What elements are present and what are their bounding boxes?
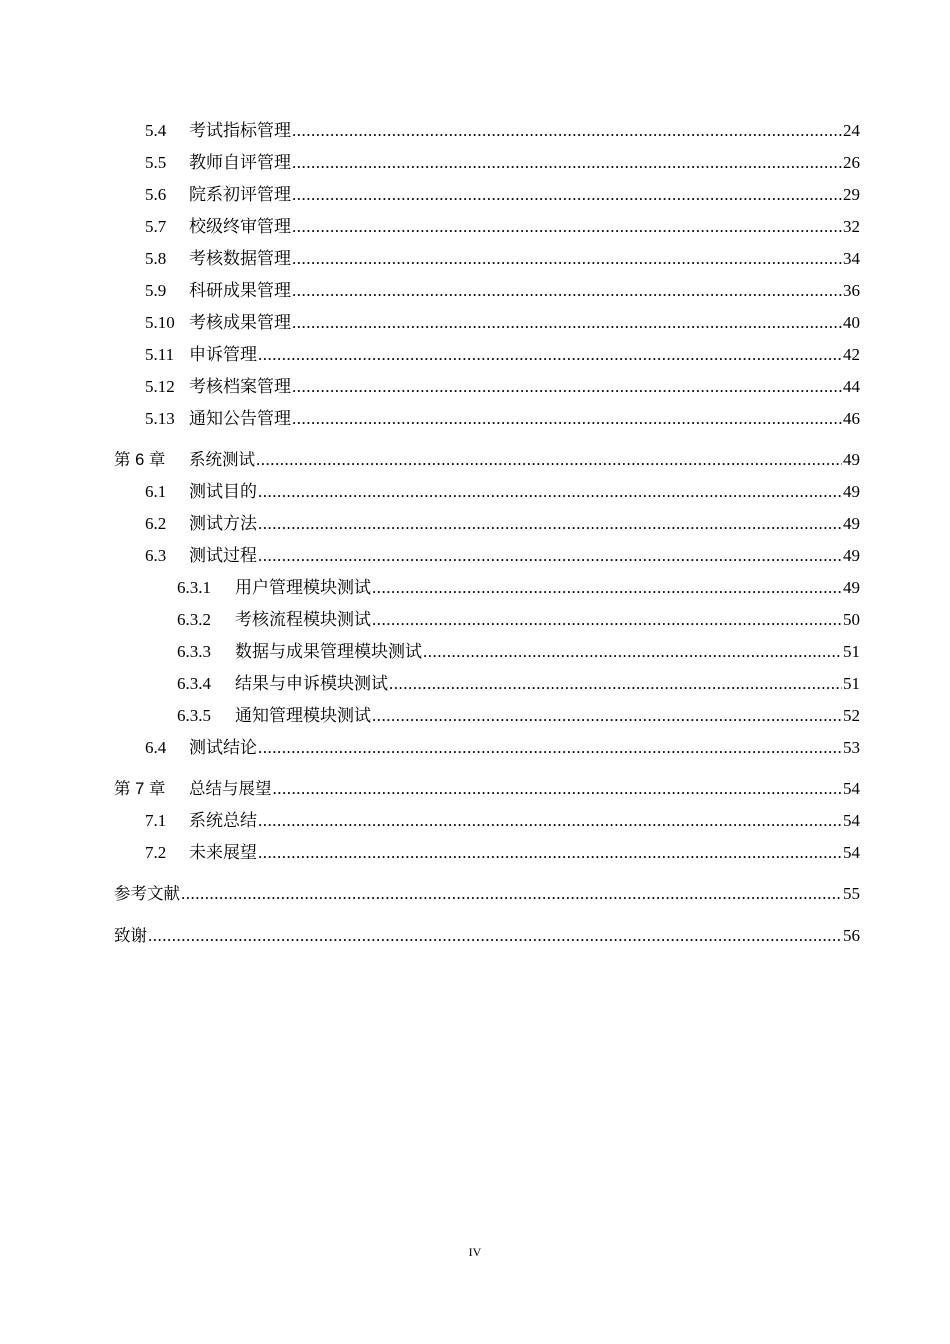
toc-dot-leader xyxy=(292,182,842,208)
toc-entry-page-number: 50 xyxy=(843,610,860,629)
toc-entry[interactable] xyxy=(145,214,860,240)
toc-entry[interactable] xyxy=(145,840,860,866)
toc-dot-leader xyxy=(181,881,842,907)
toc-entry[interactable] xyxy=(177,703,860,729)
toc-entry[interactable] xyxy=(145,118,860,144)
toc-entry-number: 5.12 xyxy=(145,377,175,396)
toc-entry-number: 5.6 xyxy=(145,185,167,204)
toc-entry-title: 考核流程模块测试 xyxy=(235,610,371,629)
toc-entry[interactable] xyxy=(145,150,860,176)
toc-entry-title: 教师自评管理 xyxy=(189,153,291,172)
toc-entry-title: 参考文献 xyxy=(114,885,180,903)
toc-dot-leader xyxy=(292,278,842,304)
toc-entry-page-number: 51 xyxy=(843,642,860,661)
toc-dot-leader xyxy=(256,447,842,473)
toc-entry-title: 测试结论 xyxy=(189,738,257,757)
toc-dot-leader xyxy=(258,735,842,761)
toc-entry-number: 6.3.1 xyxy=(177,578,211,597)
toc-entry-title: 致谢 xyxy=(114,927,147,945)
toc-entry-title: 总结与展望 xyxy=(189,780,272,798)
toc-entry[interactable] xyxy=(145,479,860,505)
toc-entry-title: 科研成果管理 xyxy=(189,281,291,300)
toc-entry-title: 结果与申诉模块测试 xyxy=(235,674,388,693)
toc-entry-title: 系统测试 xyxy=(189,451,255,469)
toc-dot-leader xyxy=(292,374,842,400)
toc-entry[interactable] xyxy=(114,923,860,949)
toc-dot-leader xyxy=(292,406,842,432)
toc-entry-title: 通知公告管理 xyxy=(189,409,291,428)
toc-entry-page-number: 44 xyxy=(843,377,860,396)
toc-entry[interactable] xyxy=(177,607,860,633)
toc-dot-leader xyxy=(292,214,842,240)
page-number-footer: IV xyxy=(468,1245,482,1259)
toc-entry-title: 未来展望 xyxy=(189,843,257,862)
toc-entry-number: 7.2 xyxy=(145,843,167,862)
toc-entry[interactable] xyxy=(177,639,860,665)
toc-entry-page-number: 36 xyxy=(843,281,860,300)
toc-entry-number: 5.4 xyxy=(145,121,167,140)
toc-entry-title: 院系初评管理 xyxy=(189,185,291,204)
toc-entry-page-number: 29 xyxy=(843,185,860,204)
toc-dot-leader xyxy=(148,923,842,949)
toc-entry-number: 6.3.3 xyxy=(177,642,211,661)
toc-entry-title: 用户管理模块测试 xyxy=(235,578,371,597)
toc-entry-title: 测试过程 xyxy=(189,546,257,565)
toc-entry-number: 5.5 xyxy=(145,153,167,172)
toc-dot-leader xyxy=(258,840,842,866)
toc-entry-page-number: 49 xyxy=(843,546,860,565)
toc-entry[interactable] xyxy=(114,447,860,473)
toc-entry-page-number: 52 xyxy=(843,706,860,725)
toc-dot-leader xyxy=(258,543,842,569)
toc-entry-page-number: 54 xyxy=(843,843,860,862)
toc-entry-number: 6.4 xyxy=(145,738,167,757)
toc-entry[interactable] xyxy=(145,374,860,400)
toc-dot-leader xyxy=(372,575,842,601)
toc-entry-number: 第 7 章 xyxy=(114,780,166,798)
toc-entry-number: 6.3 xyxy=(145,546,167,565)
toc-entry-number: 5.9 xyxy=(145,281,167,300)
toc-dot-leader xyxy=(423,639,842,665)
toc-entry-number: 7.1 xyxy=(145,811,167,830)
toc-entry[interactable] xyxy=(145,342,860,368)
toc-dot-leader xyxy=(258,511,842,537)
toc-entry-number: 5.8 xyxy=(145,249,167,268)
toc-entry-number: 6.3.4 xyxy=(177,674,211,693)
toc-entry-title: 测试目的 xyxy=(189,482,257,501)
toc-dot-leader xyxy=(372,703,842,729)
toc-entry-title: 通知管理模块测试 xyxy=(235,706,371,725)
toc-dot-leader xyxy=(292,118,842,144)
toc-entry-page-number: 54 xyxy=(843,811,860,830)
toc-dot-leader xyxy=(372,607,842,633)
toc-entry[interactable] xyxy=(145,278,860,304)
toc-dot-leader xyxy=(258,808,842,834)
toc-entry-page-number: 32 xyxy=(843,217,860,236)
toc-entry-title: 数据与成果管理模块测试 xyxy=(235,642,422,661)
toc-entry-page-number: 49 xyxy=(843,514,860,533)
toc-entry-title: 系统总结 xyxy=(189,811,257,830)
toc-dot-leader xyxy=(258,342,842,368)
toc-dot-leader xyxy=(389,671,842,697)
toc-entry-page-number: 42 xyxy=(843,345,860,364)
toc-entry-page-number: 40 xyxy=(843,313,860,332)
toc-entry[interactable] xyxy=(145,808,860,834)
toc-entry[interactable] xyxy=(145,543,860,569)
toc-dot-leader xyxy=(292,310,842,336)
toc-entry-page-number: 49 xyxy=(843,450,860,469)
toc-entry[interactable] xyxy=(177,671,860,697)
toc-entry-page-number: 49 xyxy=(843,482,860,501)
toc-entry-page-number: 24 xyxy=(843,121,860,140)
toc-entry-number: 6.2 xyxy=(145,514,167,533)
toc-entry-number: 5.10 xyxy=(145,313,175,332)
toc-entry-title: 申诉管理 xyxy=(189,345,257,364)
toc-entry-page-number: 51 xyxy=(843,674,860,693)
toc-entry-title: 考核数据管理 xyxy=(189,249,291,268)
toc-entry[interactable] xyxy=(145,246,860,272)
toc-entry[interactable] xyxy=(145,406,860,432)
toc-entry-page-number: 56 xyxy=(843,926,860,945)
toc-entry-title: 考试指标管理 xyxy=(189,121,291,140)
toc-entry-title: 校级终审管理 xyxy=(189,217,291,236)
toc-entry[interactable] xyxy=(114,881,860,907)
toc-entry[interactable] xyxy=(145,182,860,208)
toc-entry-page-number: 55 xyxy=(843,884,860,903)
toc-entry-number: 6.3.5 xyxy=(177,706,211,725)
toc-entry-title: 考核成果管理 xyxy=(189,313,291,332)
toc-dot-leader xyxy=(258,479,842,505)
toc-entry-page-number: 53 xyxy=(843,738,860,757)
toc-entry-page-number: 54 xyxy=(843,779,860,798)
toc-entry-number: 5.13 xyxy=(145,409,175,428)
toc-entry-page-number: 49 xyxy=(843,578,860,597)
toc-entry-page-number: 34 xyxy=(843,249,860,268)
toc-dot-leader xyxy=(292,246,842,272)
toc-entry[interactable] xyxy=(145,735,860,761)
toc-entry-title: 测试方法 xyxy=(189,514,257,533)
toc-entry[interactable] xyxy=(114,776,860,802)
toc-entry-number: 5.11 xyxy=(145,345,175,364)
toc-entry[interactable] xyxy=(145,310,860,336)
toc-dot-leader xyxy=(292,150,842,176)
toc-dot-leader xyxy=(273,776,843,802)
toc-entry[interactable] xyxy=(177,575,860,601)
toc-entry[interactable] xyxy=(145,511,860,537)
toc-entry-title: 考核档案管理 xyxy=(189,377,291,396)
toc-entry-number: 第 6 章 xyxy=(114,451,166,469)
toc-entry-number: 5.7 xyxy=(145,217,167,236)
toc-entry-number: 6.3.2 xyxy=(177,610,211,629)
toc-entry-page-number: 26 xyxy=(843,153,860,172)
toc-entry-page-number: 46 xyxy=(843,409,860,428)
toc-entry-number: 6.1 xyxy=(145,482,167,501)
